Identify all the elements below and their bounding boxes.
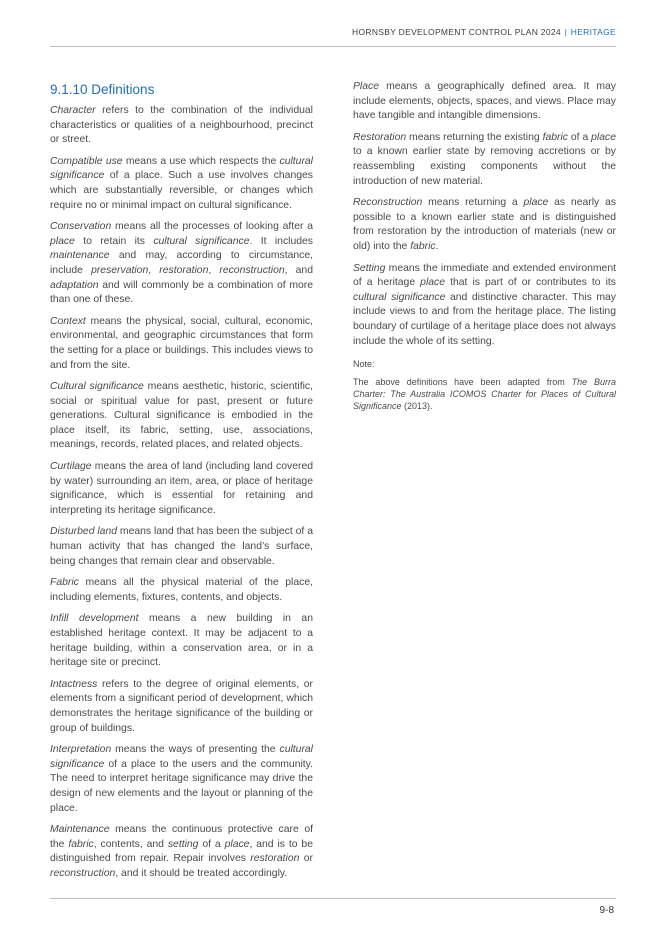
definition-entry	[353, 131, 616, 189]
text-run: that is part of or contributes to its	[445, 277, 617, 289]
definition-term: Intactness	[50, 678, 98, 690]
emphasized-term: place	[50, 235, 75, 247]
emphasized-term: reconstruction	[219, 264, 285, 276]
text-run: , and is to be distinguished from repair. Repair involves	[50, 838, 313, 865]
definition-entry	[50, 380, 313, 453]
note-text	[353, 376, 616, 412]
text-run: of a place to the users and the community. The need to interpret heritage significance may drive the design of new elements and the layout or planning of the place.	[50, 758, 313, 814]
definition-entry	[353, 196, 616, 254]
definition-term: Setting	[353, 262, 386, 274]
text-run: means returning a	[422, 197, 524, 209]
running-header	[352, 27, 616, 37]
definition-term: Disturbed land	[50, 526, 118, 538]
emphasized-term: reconstruction	[50, 867, 116, 879]
definition-term: Character	[50, 105, 96, 116]
text-run: means the physical, social, cultural, economic, environmental, and geographic circumstances that form the setting for a place or buildings. This includes views to and from the site.	[50, 315, 313, 371]
definition-entry	[353, 262, 616, 350]
definition-term: Reconstruction	[353, 197, 423, 209]
definition-entry	[50, 823, 313, 881]
emphasized-term: restoration	[250, 853, 300, 865]
emphasized-term: preservation	[91, 264, 149, 276]
text-run: means a geographically defined area. It may include elements, objects, spaces, and views. Place may have tangible and intangible dimensions.	[353, 81, 616, 122]
emphasized-term: cultural significance	[50, 155, 313, 182]
definition-entry	[50, 612, 313, 670]
page-number: 9-8	[599, 905, 614, 916]
definition-term: Fabric	[50, 577, 79, 589]
emphasized-term: maintenance	[50, 250, 110, 262]
emphasized-term: place	[420, 277, 446, 289]
emphasized-term: setting	[167, 838, 199, 850]
definition-term: Compatible use	[50, 155, 123, 167]
text-run: The above definitions have been adapted from	[353, 376, 572, 387]
text-run: means all the processes of looking after a	[111, 221, 313, 233]
definition-entry	[50, 220, 313, 308]
definition-term: Restoration	[353, 131, 407, 143]
text-run: , contents, and	[93, 838, 168, 850]
definition-entry	[50, 743, 313, 816]
definition-entry	[50, 460, 313, 518]
emphasized-term: fabric	[68, 838, 94, 850]
text-run: means returning the existing	[406, 131, 543, 143]
text-run: and will commonly be a combination of more than one of these.	[50, 279, 313, 306]
right-column	[353, 80, 616, 412]
emphasized-term: fabric	[542, 131, 568, 143]
text-run: . It includes	[249, 235, 313, 247]
header-document-title: HORNSBY DEVELOPMENT CONTROL PLAN 2024	[352, 27, 561, 37]
text-run: and may, according to circumstance, include	[50, 250, 313, 276]
header-section-name: HERITAGE	[570, 27, 616, 37]
text-run: as nearly as possible to a known earlier state and is distinguished from restoration by the introduction of materials (new or old) into the	[353, 197, 616, 252]
text-run: means land that has been the subject of a human activity that has changed the land’s surface, being changes that remain clear and observable.	[50, 526, 313, 567]
text-run: means the immediate and extended environment of a heritage	[353, 262, 616, 289]
text-run: to a known earlier state by removing accretions or by reassembling existing components without the introduction of new material.	[353, 146, 616, 187]
text-run: (2013).	[401, 400, 433, 411]
emphasized-term: place	[523, 197, 549, 209]
note-label: Note:	[353, 359, 375, 370]
footer-rule	[50, 898, 616, 899]
definition-term: Interpretation	[50, 744, 112, 756]
definition-entry	[50, 678, 313, 736]
left-column	[50, 80, 313, 889]
definition-term: Maintenance	[50, 824, 110, 836]
text-run: means a use which respects the	[122, 155, 280, 167]
definition-term: Infill development	[50, 613, 139, 625]
text-run: means all the physical material of the place, including elements, fixtures, contents, and objects.	[50, 577, 313, 603]
definition-term: Curtilage	[50, 461, 92, 473]
emphasized-term: restoration	[159, 264, 209, 276]
header-separator: |	[564, 27, 568, 37]
definition-entry	[50, 315, 313, 373]
emphasized-term: place	[224, 838, 250, 850]
definitions-list-left	[50, 104, 313, 882]
emphasized-term: The Burra Charter: The Australia ICOMOS Charter for Places of Cultural Significance	[353, 376, 616, 411]
text-run: ,	[208, 264, 220, 276]
definition-entry	[50, 104, 313, 148]
text-run: means a new building in an established heritage context. It may be adjacent to a heritage building, within a conservation area, or in a heritage site or precinct.	[50, 613, 313, 669]
text-run: and distinctive character. This may include views to and from the heritage place. The listing boundary of curtilage of a heritage place does not always include the whole of its setting.	[353, 291, 616, 347]
header-rule	[50, 46, 616, 47]
definition-entry	[50, 576, 313, 605]
emphasized-term: cultural significance	[50, 744, 313, 770]
definition-entry	[50, 525, 313, 569]
text-run: means aesthetic, historic, scientific, social or spiritual value for past, present or future generations. Cultural significance is embodied in the place itself, its fabric, setting, use, associations, meanings, records, related places, and related objects.	[50, 381, 313, 451]
text-run: .	[435, 240, 439, 252]
emphasized-term: fabric	[410, 240, 436, 252]
text-run: refers to the combination of the individual characteristics or qualities of a neighbourhood, precinct or street.	[50, 105, 313, 146]
definition-term: Context	[50, 315, 86, 327]
text-run: refers to the degree of original elements, or elements from a significant period of development, which demonstrates the heritage significance of the building or group of buildings.	[50, 678, 313, 734]
definition-term: Cultural significance	[50, 381, 144, 393]
emphasized-term: cultural significance	[153, 235, 250, 247]
emphasized-term: place	[591, 131, 616, 143]
text-run: means the continuous protective care of the	[50, 824, 313, 850]
text-run: of a	[198, 838, 225, 850]
definition-term: Conservation	[50, 221, 112, 233]
definition-entry	[50, 155, 313, 213]
text-run: , and	[284, 264, 313, 276]
definitions-list-right	[353, 80, 616, 349]
text-run: or	[299, 853, 313, 865]
text-run: to retain its	[74, 235, 154, 247]
section-title: 9.1.10 Definitions	[50, 82, 155, 97]
text-run: , and it should be treated accordingly.	[115, 867, 288, 879]
definition-term: Place	[353, 81, 379, 92]
text-run: means the ways of presenting the	[111, 744, 280, 756]
emphasized-term: cultural significance	[353, 291, 446, 303]
text-run: of a place. Such a use involves changes which are substantially reversible, or changes which require no or minimal impact on cultural significance.	[50, 170, 313, 211]
emphasized-term: adaptation	[50, 279, 99, 291]
text-run: means the area of land (including land covered by water) surrounding an item, area, or place of heritage significance, which is essential for retaining and interpreting its heritage significance.	[50, 461, 313, 516]
text-run: ,	[148, 264, 160, 276]
definition-entry	[353, 80, 616, 124]
text-run: of a	[567, 131, 592, 143]
